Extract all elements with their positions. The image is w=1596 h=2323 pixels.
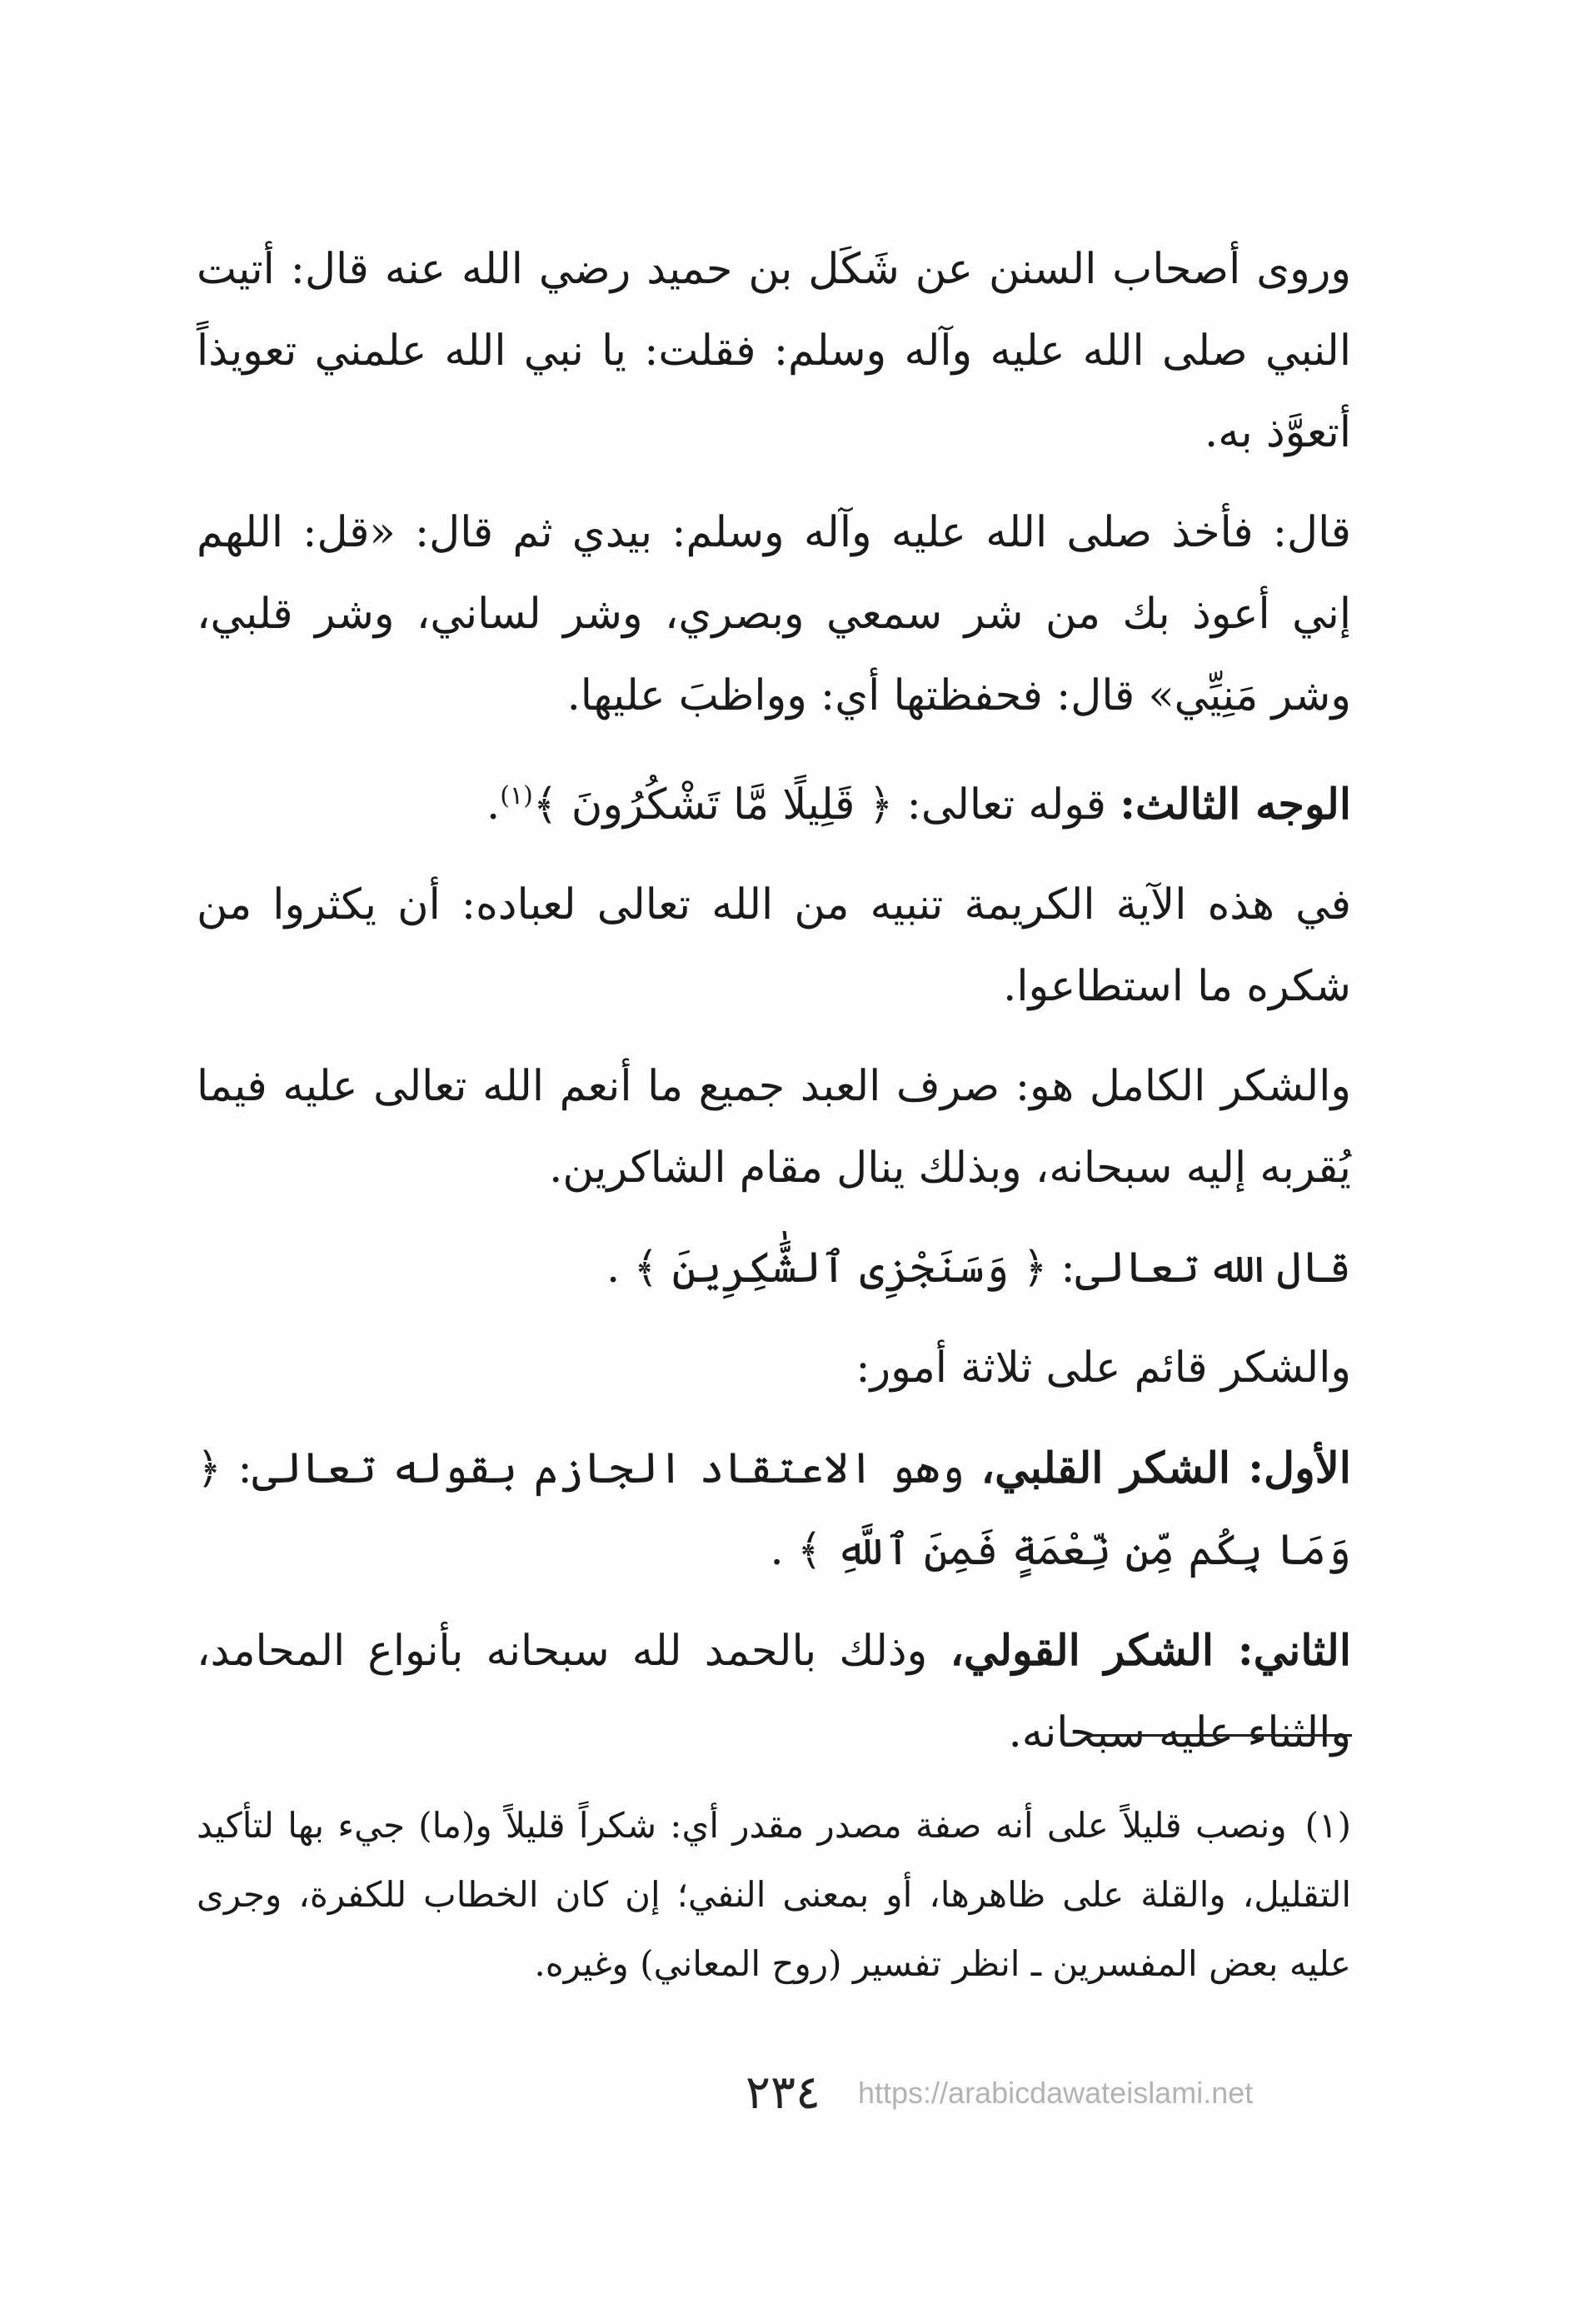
watermark-url: https://arabicdawateislami.net (858, 2076, 1254, 2110)
paragraph-4 (197, 865, 1351, 1028)
paragraph-8-text: وهو الاعتقاد الجازم بقوله تعالى: ﴿ وَمَا بِكُم مِّن نِّعْمَةٍ فَمِنَ ٱللَّهِ ﴾ . (197, 1444, 1351, 1575)
paragraph-6 (197, 1228, 1351, 1309)
paragraph-8-label: الأول: الشكر القلبي، (980, 1443, 1351, 1493)
paragraph-1-text: وروى أصحاب السنن عن شَكَل بن حميد رضي الله عنه قال: أتيت النبي صلى الله عليه وآله وسلم: فقلت: يا نبي الله علمني تعويذاً أتعوَّذ به. (197, 245, 1351, 457)
main-text (197, 229, 1351, 1792)
paragraph-8 (197, 1428, 1351, 1592)
paragraph-3-end: . (486, 780, 501, 830)
paragraph-9 (197, 1610, 1351, 1774)
paragraph-3 (197, 755, 1351, 846)
paragraph-5 (197, 1046, 1351, 1209)
paragraph-7 (197, 1328, 1351, 1409)
footnote-separator (1088, 1734, 1352, 1737)
paragraph-3-label: الوجه الثالث: (1120, 780, 1351, 830)
paragraph-9-text: وذلك بالحمد لله سبحانه بأنواع المحامد، والثناء عليه سبحانه. (197, 1627, 1351, 1757)
paragraph-4-text: في هذه الآية الكريمة تنبيه من الله تعالى لعباده: أن يكثروا من شكره ما استطاعوا. (197, 880, 1351, 1011)
paragraph-6-text: قال الله تعالى: ﴿ وَسَنَجْزِى ٱلشَّٰكِرِينَ ﴾ . (606, 1244, 1351, 1293)
footnote-number: (١) (1304, 1805, 1351, 1846)
paragraph-2 (197, 492, 1351, 737)
paragraph-9-label: الثاني: الشكر القولي، (950, 1626, 1351, 1676)
paragraph-5-text: والشكر الكامل هو: صرف العبد جميع ما أنعم الله تعالى عليه فيما يُقربه إليه سبحانه، وبذلك ينال مقام الشاكرين. (197, 1062, 1351, 1193)
footnote-text: ونصب قليلاً على أنه صفة مصدر مقدر أي: شكراً قليلاً و(ما) جيء بها لتأكيد التقليل، والقلة على ظاهرها، أو بمعنى النفي؛ إن كان الخطاب للكفرة، وجرى عليه بعض المفسرين ـ انظر تفسير (روح المعاني) وغيره. (197, 1805, 1351, 1984)
paragraph-3-text: قوله تعالى: ﴿ قَلِيلًا مَّا تَشْكُرُونَ ﴾ (532, 780, 1120, 830)
paragraph-2-text: قال: فأخذ صلى الله عليه وآله وسلم: بيدي ثم قال: «قل: اللهم إني أعوذ بك من شر سمعي وبصري، وشر لساني، وشر قلبي، وشر مَنِيِّي» قال: فحفظتها أي: وواظبَ عليها. (197, 508, 1351, 720)
page-number: ٢٣٤ (745, 2066, 821, 2120)
footnotes (197, 1791, 1351, 1998)
footnote-reference[interactable]: (١) (500, 781, 533, 810)
paragraph-1 (197, 229, 1351, 474)
paragraph-7-text: والشكر قائم على ثلاثة أمور: (855, 1343, 1351, 1393)
